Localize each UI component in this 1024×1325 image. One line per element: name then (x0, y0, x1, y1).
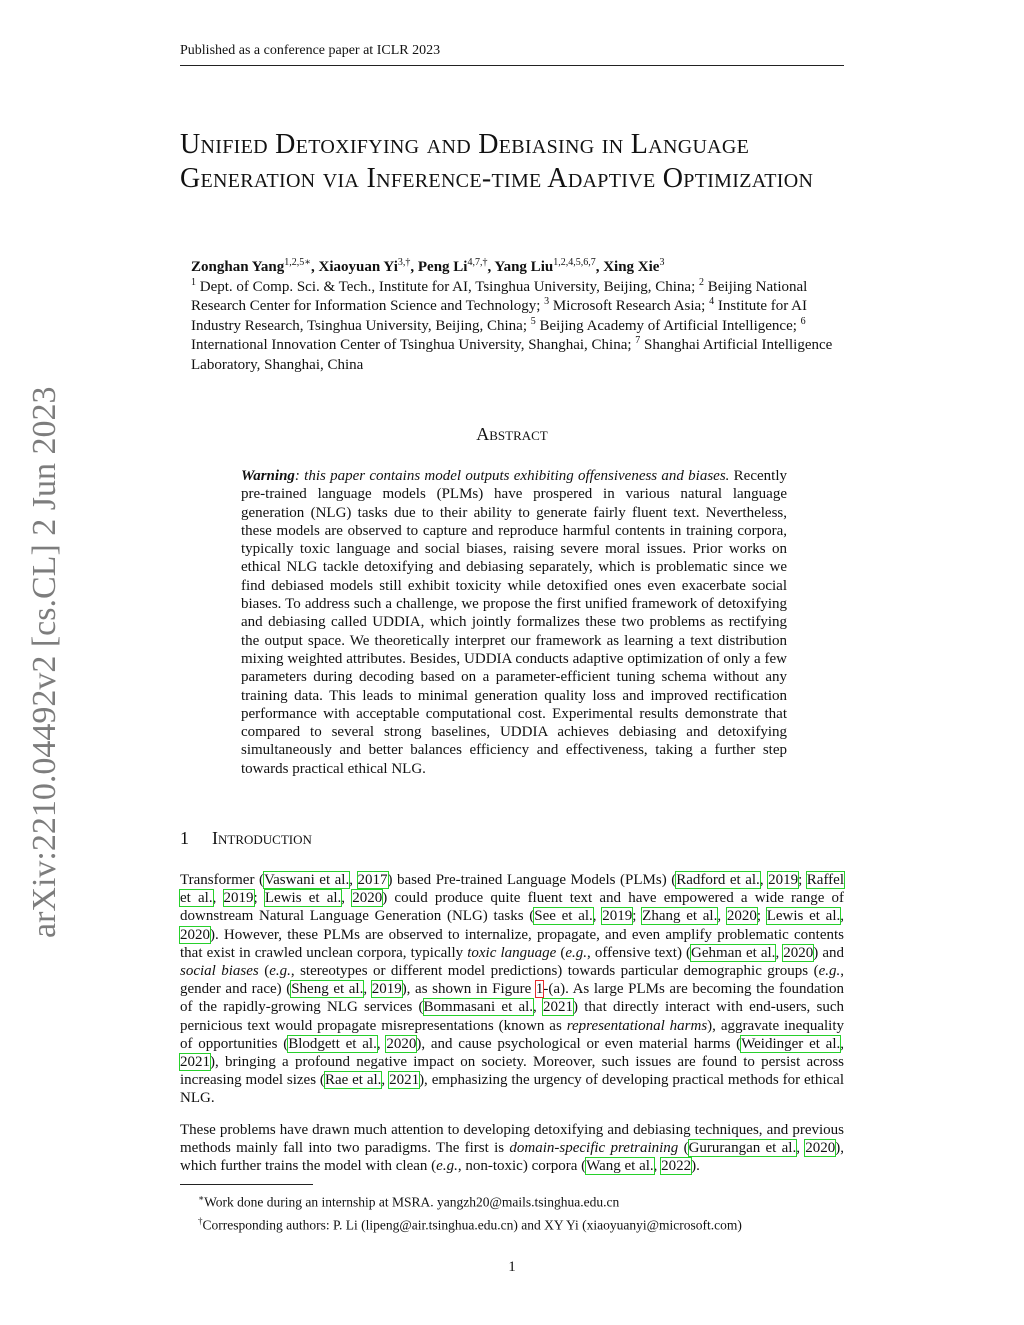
emphasis: representational harms (566, 1017, 708, 1034)
author-separator: , (311, 259, 319, 275)
affiliation-number: 5 (530, 315, 536, 327)
citation-link[interactable]: Blodgett et al. (288, 1035, 377, 1052)
author-name: Yang Liu (494, 259, 554, 275)
section-number: 1 (180, 828, 189, 848)
citation-link[interactable]: 2020 (805, 1140, 836, 1157)
emphasis: toxic language (467, 944, 557, 961)
affiliation-text: Beijing National Research Center for Information Science and Technology; (191, 278, 808, 315)
citation-link[interactable]: Gururangan et al. (688, 1140, 797, 1157)
citation-link[interactable]: Wang et al. (586, 1158, 654, 1175)
citation-link[interactable]: 2022 (661, 1158, 692, 1175)
citation-link[interactable]: 2019 (602, 908, 633, 925)
footnote-text: Work done during an internship at MSRA. yangzh20@mails.tsinghua.edu.cn (204, 1194, 620, 1210)
header-rule (180, 65, 844, 66)
affiliation-number: 1 (191, 276, 196, 288)
paper-title: Unified Detoxifying and Debiasing in Language Generation via Inference-time Adaptive Optimization (180, 129, 814, 194)
citation-link[interactable]: Lewis et al. (264, 890, 342, 907)
abstract-heading: Abstract (476, 424, 548, 444)
author-separator: , (410, 259, 418, 275)
citation-link[interactable]: 2017 (357, 872, 388, 888)
author-affiliation-marks: 3,† (397, 257, 411, 268)
intro-paragraph-2: These problems have drawn much attention to developing detoxifying and debiasing techniques, and previous methods mainly fall into two paradigms. The first is domain-specific pretraining (Gururangan et al., 2020), which further trains the model with clean (e.g., non-toxic) corpora (Wang et al., 2022). (180, 1122, 845, 1175)
citation-link[interactable]: 2020 (352, 890, 383, 907)
affiliation-number: 4 (709, 296, 715, 308)
section-heading-introduction (180, 828, 312, 849)
citation-link[interactable]: Bommasani et al. (423, 999, 534, 1016)
citation-link[interactable]: 2020 (180, 926, 210, 943)
author-affiliation-marks: 3 (659, 257, 665, 268)
citation-link[interactable]: 2019 (371, 981, 402, 998)
citation-link[interactable]: 2020 (726, 908, 757, 925)
intro-paragraph-1: Transformer (Vaswani et al., 2017) based Pre-trained Language Models (PLMs) (Radford et al., 2019; Raffel et al., 2019; Lewis et al., 2020) could produce quite fluent text and have empowered a wide range of downstream Natural Language Generation (NLG) tasks (See et al., 2019; Zhang et al., 2020; Lewis et al., 2020). However, these PLMs are observed to internalize, propagate, and even amplify problematic contents that exist in crawled unclean corpora, typically toxic language (e.g., offensive text) (Gehman et al., 2020) and social biases (e.g., stereotypes or different model predictions) towards particular demographic groups (e.g., gender and race) (Sheng et al., 2019), as shown in Figure 1-(a). As large PLMs are becoming the foundation of the rapidly-growing NLG services (Bommasani et al., 2021) that directly interact with end-users, such pernicious text would propagate misrepresentations (known as representational harms), aggravate inequality of opportunities (Blodgett et al., 2020), and cause psychological or even material harms (Weidinger et al., 2021), bringing a profound negative impact on society. Moreover, such issues are found to persist across increasing model sizes (Rae et al., 2021), emphasizing the urgency of developing practical methods for ethical NLG. (180, 872, 845, 1107)
affiliations (191, 278, 851, 376)
abstract-text: Recently pre-trained language models (PLMs) have prospered in various natural language generation (NLG) tasks due to their ability to generate fairly fluent text. Nevertheless, these models are observed to capture and reproduce harmful contents in training corpora, typically toxic language and social biases, raising severe moral issues. Prior works on ethical NLG tackle detoxifying and debiasing separately, which is problematic since we find debiased models still exhibit toxicity while detoxified ones even exacerbate social biases. To address such a challenge, we propose the first unified framework of detoxifying and debiasing called UDDIA, which jointly formalizes these two problems as rectifying the output space. We theoretically interpret our framework as learning a text distribution mixing weighted attributes. Besides, UDDIA conducts adaptive optimization of only a few parameters during decoding based on a parameter-efficient tuning schema without any training data. This leads to minimal generation quality loss and improved rectification performance with acceptable computational cost. Experimental results demonstrate that compared to several strong baselines, UDDIA achieves debiasing and detoxifying simultaneously and better balances efficiency and effectiveness, taking a further step towards practical ethical NLG. (241, 468, 787, 777)
emphasis: social biases (180, 963, 259, 980)
citation-link[interactable]: Weidinger et al. (741, 1035, 841, 1052)
citation-link[interactable]: 2019 (768, 872, 799, 888)
citation-link[interactable]: Raffel et al. (180, 872, 845, 907)
emphasis: domain-specific pretraining (509, 1140, 679, 1157)
citation-link[interactable]: Lewis et al. (766, 908, 841, 925)
emphasis: e.g. (269, 963, 291, 980)
section-title: Introduction (212, 828, 312, 848)
author-name: Zonghan Yang (191, 259, 285, 275)
citation-link[interactable]: Zhang et al. (642, 908, 718, 925)
author-affiliation-marks: 4,7,† (467, 257, 488, 268)
citation-link[interactable]: Sheng et al. (291, 981, 364, 998)
affiliation-number: 7 (635, 335, 641, 347)
footnote-mark: † (198, 1215, 203, 1226)
citation-link[interactable]: 2021 (543, 999, 574, 1016)
warning-label: Warning (241, 468, 295, 484)
author-name: Peng Li (417, 259, 468, 275)
citation-link[interactable]: Rae et al. (324, 1072, 382, 1089)
affiliation-number: 2 (699, 276, 704, 288)
citation-link[interactable]: 2021 (389, 1072, 420, 1089)
footnote (198, 1212, 742, 1235)
author-separator: , (595, 259, 604, 275)
emphasis: e.g. (565, 944, 588, 961)
citation-link[interactable]: Radford et al. (676, 872, 760, 888)
author-separator: , (487, 259, 495, 275)
author-name: Xing Xie (603, 259, 660, 275)
emphasis: e.g. (436, 1158, 458, 1175)
footnote-mark: ∗ (198, 1193, 205, 1203)
affiliation-number: 6 (800, 315, 806, 327)
footnote-rule (180, 1184, 313, 1185)
affiliation-text: Beijing Academy of Artificial Intelligence; (535, 317, 801, 334)
footnotes (198, 1189, 742, 1234)
author-names (191, 258, 851, 278)
page-number: 1 (508, 1259, 516, 1275)
citation-link[interactable]: 2020 (386, 1035, 417, 1052)
arxiv-identifier[interactable]: arXiv:2210.04492v2 [cs.CL] 2 Jun 2023 (26, 386, 63, 938)
citation-link[interactable]: 2021 (180, 1054, 210, 1071)
citation-link[interactable]: Vaswani et al. (263, 872, 350, 888)
citation-link[interactable]: Gehman et al. (691, 944, 776, 961)
citation-link[interactable]: See et al. (534, 908, 593, 925)
author-block (191, 258, 851, 376)
citation-link[interactable]: 2020 (783, 944, 814, 961)
affiliation-text: Microsoft Research Asia; (549, 298, 710, 315)
abstract-body (241, 467, 787, 778)
affiliation-text: Shanghai Artificial Intelligence Laboratory, Shanghai, China (191, 337, 833, 373)
affiliation-number: 3 (544, 296, 550, 308)
warning-text: : this paper contains model outputs exhibiting offensiveness and biases. (294, 468, 730, 484)
figure-ref-link[interactable]: 1 (535, 981, 544, 998)
affiliation-text: Institute for AI Industry Research, Tsinghua University, Beijing, China; (191, 298, 808, 334)
emphasis: e.g. (818, 963, 841, 980)
abstract-warning (241, 468, 729, 484)
affiliation-text: Dept. of Comp. Sci. & Tech., Institute for AI, Tsinghua University, Beijing, China; (196, 278, 699, 295)
citation-link[interactable]: 2019 (223, 890, 254, 907)
footnote-text: Corresponding authors: P. Li (lipeng@air.tsinghua.edu.cn) and XY Yi (xiaoyuanyi@microsoft.com) (202, 1217, 742, 1232)
author-name: Xiaoyuan Yi (318, 259, 398, 275)
running-header: Published as a conference paper at ICLR 2023 (180, 43, 441, 58)
author-affiliation-marks: 1,2,4,5,6,7 (553, 257, 596, 268)
author-affiliation-marks: 1,2,5∗ (284, 257, 312, 268)
footnote (198, 1189, 742, 1212)
affiliation-text: International Innovation Center of Tsinghua University, Shanghai, China; (191, 337, 636, 354)
